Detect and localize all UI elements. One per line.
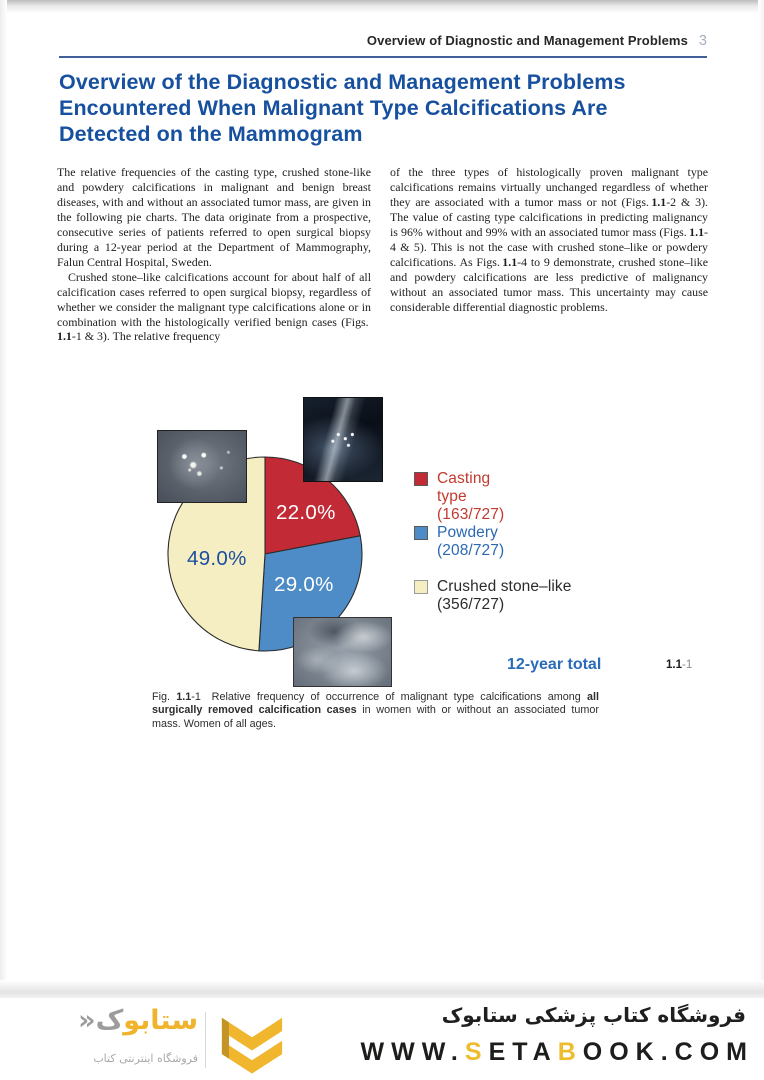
- legend-item-casting-type: [414, 470, 504, 524]
- url-part: WWW.: [360, 1038, 465, 1066]
- legend-label-crushed-stone-like: Crushed stone–like (356/727): [437, 578, 572, 613]
- legend-swatch-powdery: [414, 526, 428, 540]
- crushed-stone-mammogram-thumbnail: [157, 430, 247, 503]
- scan-edge-top: [0, 0, 764, 13]
- chapter-title-line-1: Overview of the Diagnostic and Management Problems: [59, 70, 626, 94]
- powdery-mammogram-thumbnail: [293, 617, 392, 687]
- legend-label-casting-type: Casting type (163/727): [437, 470, 505, 523]
- legend-swatch-casting-type: [414, 472, 428, 486]
- url-part-accent: B: [557, 1038, 583, 1066]
- header-rule: [59, 56, 707, 58]
- url-part-accent: S: [464, 1038, 489, 1066]
- figure-caption: Fig. 1.1-1 Relative frequency of occurrence of malignant type calcifications among all surgically removed calcification cases in women with or without an associated tumor mass. Women of all ages.: [152, 691, 599, 730]
- paragraph-1: The relative frequencies of the casting type, crushed stone-like and powdery calcifications in malignant and benign breast diseases, with and without an associated tumor mass, are given in the following pie charts. The data originate from a prospective, consecutive series of patients referred to open surgical biopsy during a 12-year period at the Department of Mammography, Falun Central Hospital, Sweden.: [57, 165, 371, 269]
- figure-1-1-1: [0, 388, 764, 690]
- pie-percent-crushed-stone-like: 49.0%: [187, 547, 247, 570]
- setabook-logo-wordmark: [40, 1006, 198, 1036]
- logo-guillemet-mark: «: [78, 1005, 96, 1036]
- logo-subtitle: فروشگاه اینترنتی کتاب: [93, 1052, 198, 1065]
- chart-total-label: 12-year total: [507, 656, 602, 673]
- running-head-text: Overview of Diagnostic and Management Problems: [366, 33, 688, 48]
- logo-divider: [205, 1012, 206, 1068]
- chapter-title: [59, 69, 699, 147]
- paragraph-3: of the three types of histologically proven malignant type calcifications remains virtually unchanged regardless of whether they are associated with a tumor mass or not (Figs. 1.1-2 & 3). The value of casting type calcifications in predicting malignancy is 96% without and 99% with an associated tumor mass (Figs. 1.1-4 & 5). This is not the case with crushed stone–like or powdery calcifications. As Figs. 1.1-4 to 9 demonstrate, crushed stone–like and powdery calcifications are less predictive of malignancy without an associated tumor mass. This uncertainty may cause considerable differential diagnostic problems.: [390, 165, 709, 314]
- running-head: [367, 33, 707, 49]
- legend-item-powdery: [414, 524, 504, 560]
- legend-label-powdery: Powdery (208/727): [437, 524, 505, 559]
- page-number: 3: [698, 33, 707, 49]
- chapter-title-line-3: Detected on the Mammogram: [59, 122, 363, 146]
- pie-percent-casting-type: 22.0%: [276, 501, 336, 524]
- chevron-book-icon: [216, 1016, 288, 1078]
- logo-wordmark-gold: ستابو: [123, 1005, 198, 1036]
- body-column-right: [390, 165, 708, 344]
- paragraph-2: Crushed stone–like calcifications account for about half of all calcification cases referred to open surgical biopsy, regardless of whether we consider the malignant type calcifications alone or in combination with the histologically verified benign cases (Figs. 1.1-1 & 3). The relative frequency: [57, 269, 371, 344]
- pie-percent-powdery: 29.0%: [274, 573, 334, 596]
- body-text: [57, 165, 708, 344]
- bookstore-footer: [0, 998, 764, 1080]
- chapter-title-line-2: Encountered When Malignant Type Calcifications Are: [59, 96, 608, 120]
- url-part: ETA: [488, 1038, 558, 1066]
- figure-reference-number: 1.1-1: [666, 659, 693, 671]
- website-url[interactable]: [361, 1038, 754, 1067]
- casting-type-mammogram-thumbnail: [303, 397, 383, 482]
- url-part: OOK.COM: [582, 1038, 754, 1066]
- body-column-left: [57, 165, 371, 344]
- legend-swatch-crushed-stone-like: [414, 580, 428, 594]
- store-title: فروشگاه کتاب پزشکی ستابوک: [441, 1003, 746, 1027]
- legend-item-crushed-stone-like: [414, 578, 589, 614]
- logo-wordmark-gray: ک: [95, 1005, 124, 1036]
